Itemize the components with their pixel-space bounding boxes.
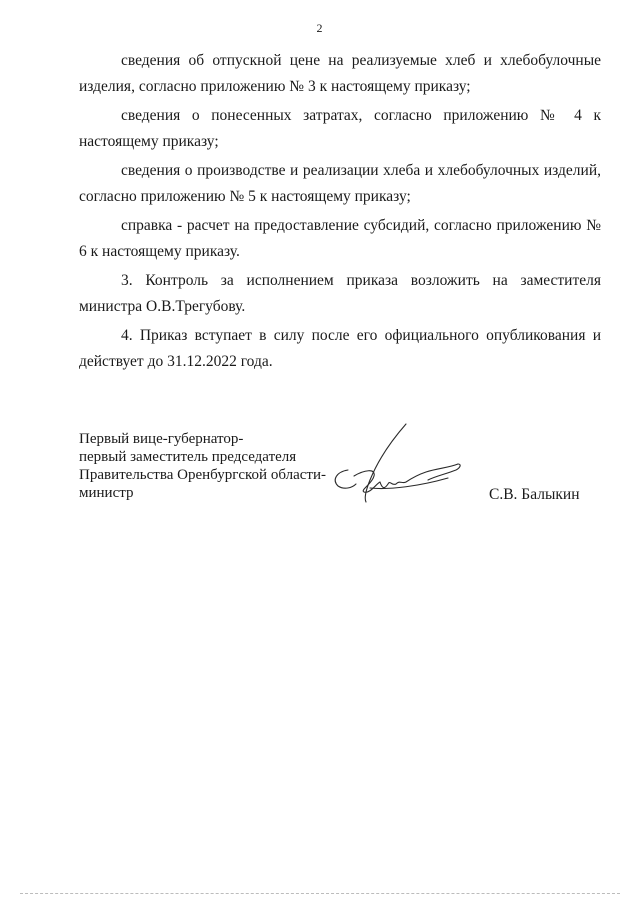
page-number: 2 (316, 21, 323, 35)
handwritten-signature (330, 418, 470, 513)
paragraph-control: 3. Контроль за исполнением приказа возложить на заместителя министра О.В.Трегубову. (79, 272, 601, 315)
signatory-title-line: министр (79, 485, 134, 501)
signatory-title-line: Первый вице-губернатор- (79, 431, 244, 447)
paragraph-effective-date: 4. Приказ вступает в силу после его официального опубликования и действует до 31.12.2022 года. (79, 327, 601, 370)
signatory-title-block (79, 430, 326, 502)
signatory-title-line: Правительства Оренбургской области- (79, 467, 326, 483)
document-body (79, 48, 601, 375)
paragraph-production-info: сведения о производстве и реализации хлеба и хлебобулочных изделий, согласно приложению № 5 к настоящему приказу; (79, 162, 601, 205)
paragraph-costs-info: сведения о понесенных затратах, согласно приложению № 4 к настоящему приказу; (79, 107, 601, 150)
paragraph-subsidy-calc: справка - расчет на предоставление субсидий, согласно приложению № 6 к настоящему приказу. (79, 217, 601, 260)
signatory-title-line: первый заместитель председателя (79, 449, 297, 465)
paragraph-price-info: сведения об отпускной цене на реализуемые хлеб и хлебобулочные изделия, согласно приложению № 3 к настоящему приказу; (79, 52, 601, 95)
bottom-scan-edge (20, 893, 620, 895)
signatory-name: С.В. Балыкин (489, 486, 580, 503)
